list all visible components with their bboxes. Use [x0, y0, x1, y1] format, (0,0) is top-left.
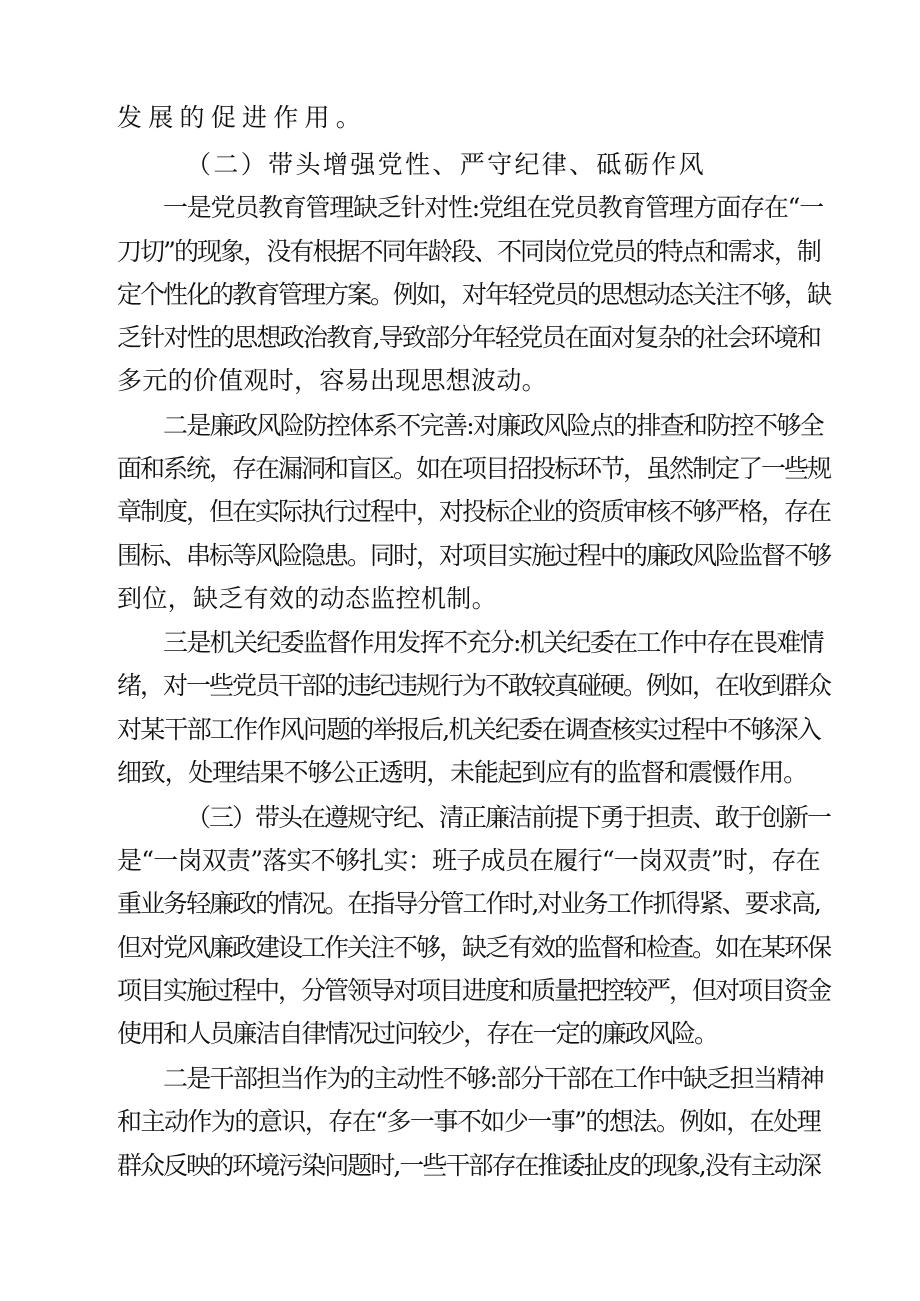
- paragraph-line: 面和系统，存在漏洞和盲区。如在项目招投标环节，虽然制定了一些规: [117, 454, 831, 483]
- paragraph-line: 细致，处理结果不够公正透明，未能起到应有的监督和震慑作用。: [117, 758, 807, 787]
- paragraph-line: 对某干部工作作风问题的举报后,机关纪委在调查核实过程中不够深入: [117, 715, 821, 744]
- paragraph-line: 章制度，但在实际执行过程中，对投标企业的资质审核不够严格，存在: [117, 497, 831, 526]
- section-heading: （二）带头增强党性、严守纪律、砥砺作风: [186, 150, 707, 179]
- paragraph-line: 发展的促进作用。: [117, 103, 368, 132]
- paragraph-line: 项目实施过程中，分管领导对项目进度和质量把控较严，但对项目资金: [117, 976, 831, 1005]
- paragraph-line: 定个性化的教育管理方案。例如，对年轻党员的思想动态关注不够，缺: [117, 280, 831, 309]
- paragraph-line: 是“一岗双责”落实不够扎实：班子成员在履行“一岗双责”时，存在: [117, 846, 820, 875]
- paragraph-line: 二是干部担当作为的主动性不够:部分干部在工作中缺乏担当精神: [163, 1064, 823, 1093]
- paragraph-line: 和主动作为的意识，存在“多一事不如少一事”的想法。例如，在处理: [117, 1107, 821, 1136]
- paragraph-line: 绪，对一些党员干部的违纪违规行为不敢较真碰硬。例如，在收到群众: [117, 671, 831, 700]
- paragraph-line: 二是廉政风险防控体系不完善:对廉政风险点的排查和防控不够全: [163, 411, 823, 440]
- paragraph-line: 刀切”的现象，没有根据不同年龄段、不同岗位党员的特点和需求，制: [117, 237, 820, 266]
- paragraph-line: 使用和人员廉洁自律情况过问较少，存在一定的廉政风险。: [117, 1019, 718, 1048]
- paragraph-line: 群众反映的环境污染问题时,一些干部存在推诿扯皮的现象,没有主动深: [117, 1151, 820, 1180]
- paragraph-line: 重业务轻廉政的情况。在指导分管工作时,对业务工作抓得紧、要求高,: [117, 889, 820, 918]
- paragraph-line: 围标、串标等风险隐患。同时，对项目实施过程中的廉政风险监督不够: [117, 541, 831, 570]
- paragraph-line: 三是机关纪委监督作用发挥不充分:机关纪委在工作中存在畏难情: [163, 628, 823, 657]
- paragraph-line: 乏针对性的思想政治教育,导致部分年轻党员在面对复杂的社会环境和: [117, 323, 821, 352]
- paragraph-line: 一是党员教育管理缺乏针对性:党组在党员教育管理方面存在“一: [163, 193, 823, 222]
- paragraph-line: 到位，缺乏有效的动态监控机制。: [117, 584, 497, 613]
- section-heading: （三）带头在遵规守纪、清正廉洁前提下勇于担责、敢于创新一: [186, 803, 831, 832]
- paragraph-line: 多元的价值观时，容易出现思想波动。: [117, 366, 547, 395]
- paragraph-line: 但对党风廉政建设工作关注不够，缺乏有效的监督和检查。如在某环保: [117, 933, 831, 962]
